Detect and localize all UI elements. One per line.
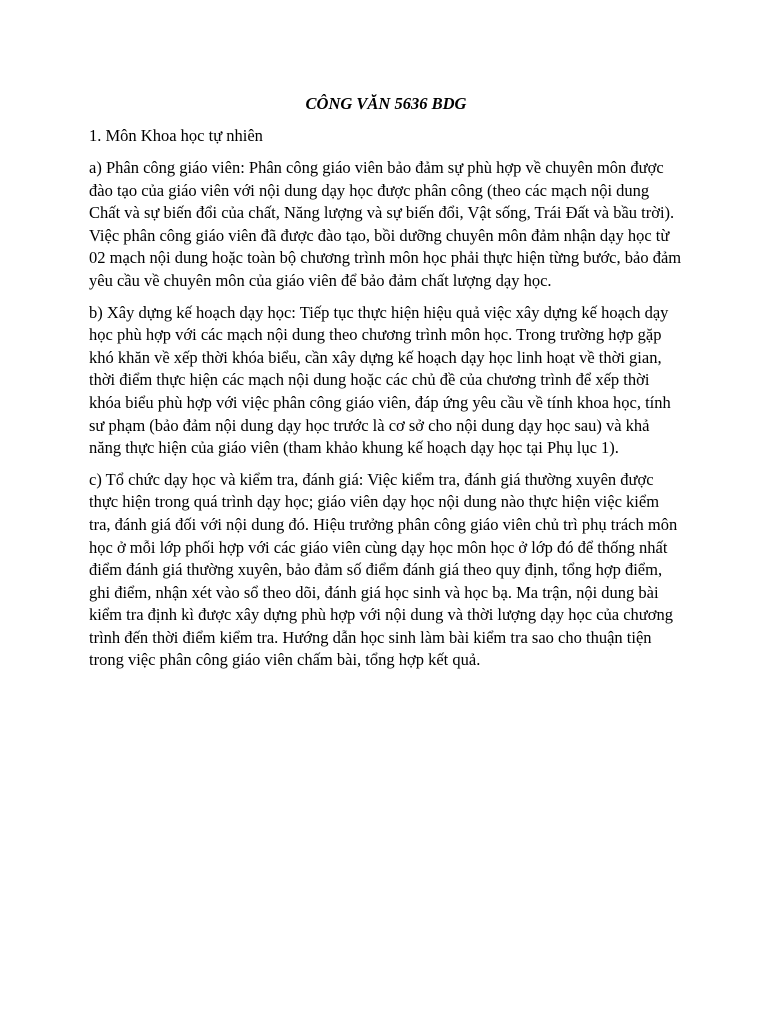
- paragraph-c: c) Tổ chức dạy học và kiểm tra, đánh giá: Việc kiểm tra, đánh giá thường xuyên được thực hiện trong quá trình dạy học; giáo viên dạy học nội dung nào thực hiện việc kiểm tra, đánh giá đối với nội dung đó. Hiệu trưởng phân công giáo viên chủ trì phụ trách môn học ở mỗi lớp phối hợp với các giáo viên cùng dạy học môn học ở lớp đó để thống nhất điểm đánh giá thường xuyên, bảo đảm số điểm đánh giá theo quy định, tổng hợp điểm, ghi điểm, nhận xét vào sổ theo dõi, đánh giá học sinh và học bạ. Ma trận, nội dung bài kiểm tra định kì được xây dựng phù hợp với nội dung và thời lượng dạy học của chương trình đến thời điểm kiểm tra. Hướng dẫn học sinh làm bài kiểm tra sao cho thuận tiện trong việc phân công giáo viên chấm bài, tổng hợp kết quả.: [89, 469, 678, 670]
- section-heading: 1. Môn Khoa học tự nhiên: [89, 126, 263, 145]
- document-page: [89, 93, 683, 681]
- paragraph-a: a) Phân công giáo viên: Phân công giáo viên bảo đảm sự phù hợp về chuyên môn được đào tạo của giáo viên với nội dung dạy học được phân công (theo các mạch nội dung Chất và sự biến đổi của chất, Năng lượng và sự biến đổi, Vật sống, Trái Đất và bầu trời). Việc phân công giáo viên đã được đào tạo, bồi dưỡng chuyên môn đảm nhận dạy học từ 02 mạch nội dung hoặc toàn bộ chương trình môn học phải thực hiện từng bước, bảo đảm yêu cầu về chuyên môn của giáo viên để bảo đảm chất lượng dạy học.: [89, 158, 682, 290]
- document-title: CÔNG VĂN 5636 BDG: [305, 94, 467, 113]
- paragraph-b: b) Xây dựng kế hoạch dạy học: Tiếp tục thực hiện hiệu quả việc xây dựng kế hoạch dạy học phù hợp với các mạch nội dung theo chương trình môn học. Trong trường hợp gặp khó khăn về xếp thời khóa biểu, cần xây dựng kế hoạch dạy học linh hoạt về thời gian, thời điểm thực hiện các mạch nội dung hoặc các chủ đề của chương trình để xếp thời khóa biểu phù hợp với việc phân công giáo viên, đáp ứng yêu cầu về tính khoa học, tính sư phạm (bảo đảm nội dung dạy học trước là cơ sở cho nội dung dạy học sau) và khả năng thực hiện của giáo viên (tham khảo khung kế hoạch dạy học tại Phụ lục 1).: [89, 302, 671, 458]
